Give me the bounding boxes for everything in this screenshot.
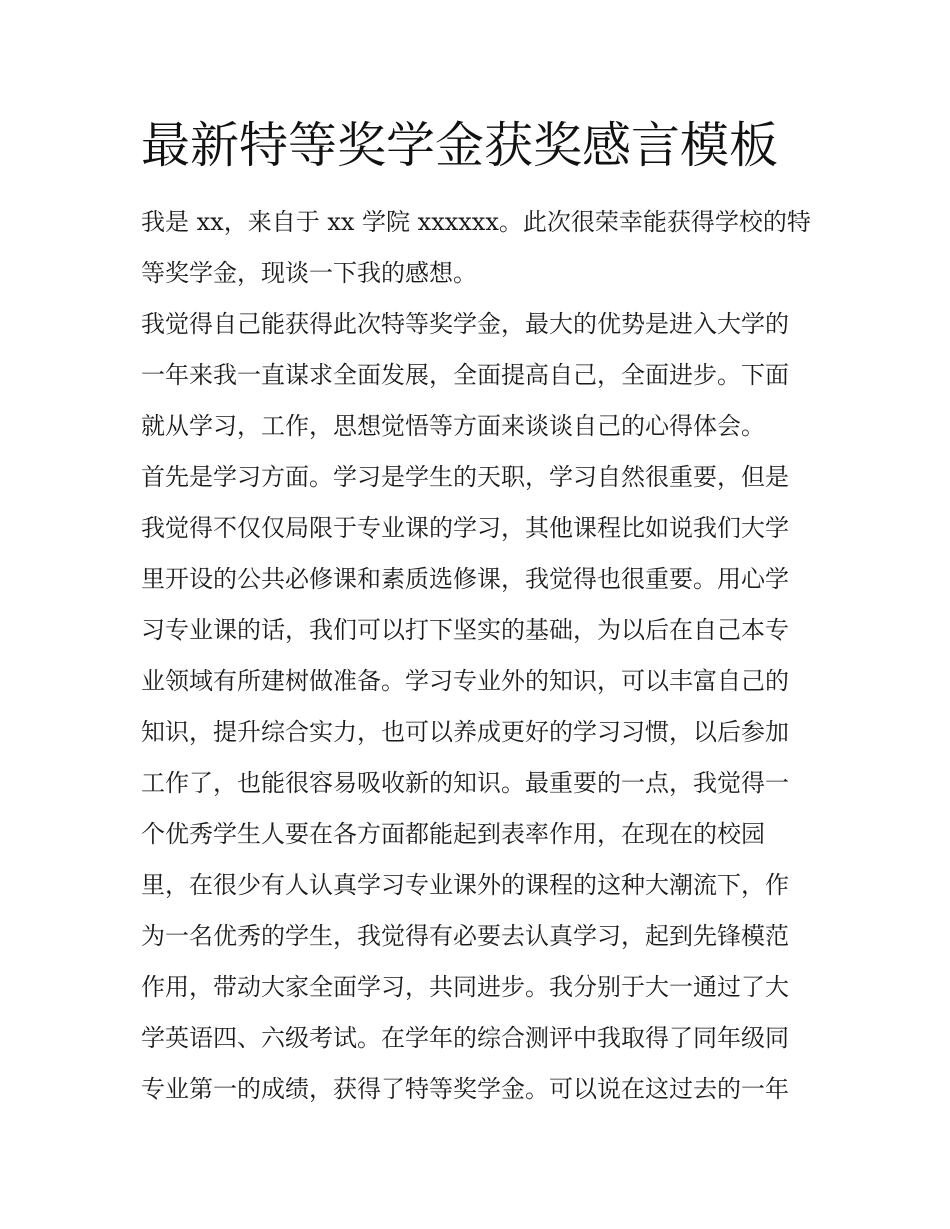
body-line-18: 专业第一的成绩，获得了特等奖学金。可以说在这过去的一年 [141, 1075, 789, 1103]
body-line-8: 里开设的公共必修课和素质选修课，我觉得也很重要。用心学 [141, 565, 789, 593]
body-line-4: 一年来我一直谋求全面发展，全面提高自己，全面进步。下面 [141, 361, 789, 389]
body-line-5: 就从学习，工作，思想觉悟等方面来谈谈自己的心得体会。 [141, 412, 765, 440]
body-line-2: 等奖学金，现谈一下我的感想。 [141, 259, 477, 287]
document-title: 最新特等奖学金获奖感言模板 [141, 117, 779, 174]
body-line-3: 我觉得自己能获得此次特等奖学金，最大的优势是进入大学的 [141, 310, 789, 338]
body-line-11: 知识，提升综合实力，也可以养成更好的学习习惯，以后参加 [141, 718, 789, 746]
body-line-6: 首先是学习方面。学习是学生的天职，学习自然很重要，但是 [141, 463, 789, 491]
body-line-12: 工作了，也能很容易吸收新的知识。最重要的一点，我觉得一 [141, 769, 789, 797]
body-line-17: 学英语四、六级考试。在学年的综合测评中我取得了同年级同 [141, 1024, 789, 1052]
body-line-10: 业领域有所建树做准备。学习专业外的知识，可以丰富自己的 [141, 667, 789, 695]
body-line-15: 为一名优秀的学生，我觉得有必要去认真学习，起到先锋模范 [141, 922, 789, 950]
body-line-9: 习专业课的话，我们可以打下坚实的基础，为以后在自己本专 [141, 616, 789, 644]
body-line-13: 个优秀学生人要在各方面都能起到表率作用，在现在的校园 [141, 820, 765, 848]
body-line-14: 里，在很少有人认真学习专业课外的课程的这种大潮流下，作 [141, 871, 789, 899]
body-line-7: 我觉得不仅仅局限于专业课的学习，其他课程比如说我们大学 [141, 514, 789, 542]
body-line-1: 我是 xx，来自于 xx 学院 xxxxxx。此次很荣幸能获得学校的特 [141, 208, 811, 236]
body-line-16: 作用，带动大家全面学习，共同进步。我分别于大一通过了大 [141, 973, 789, 1001]
